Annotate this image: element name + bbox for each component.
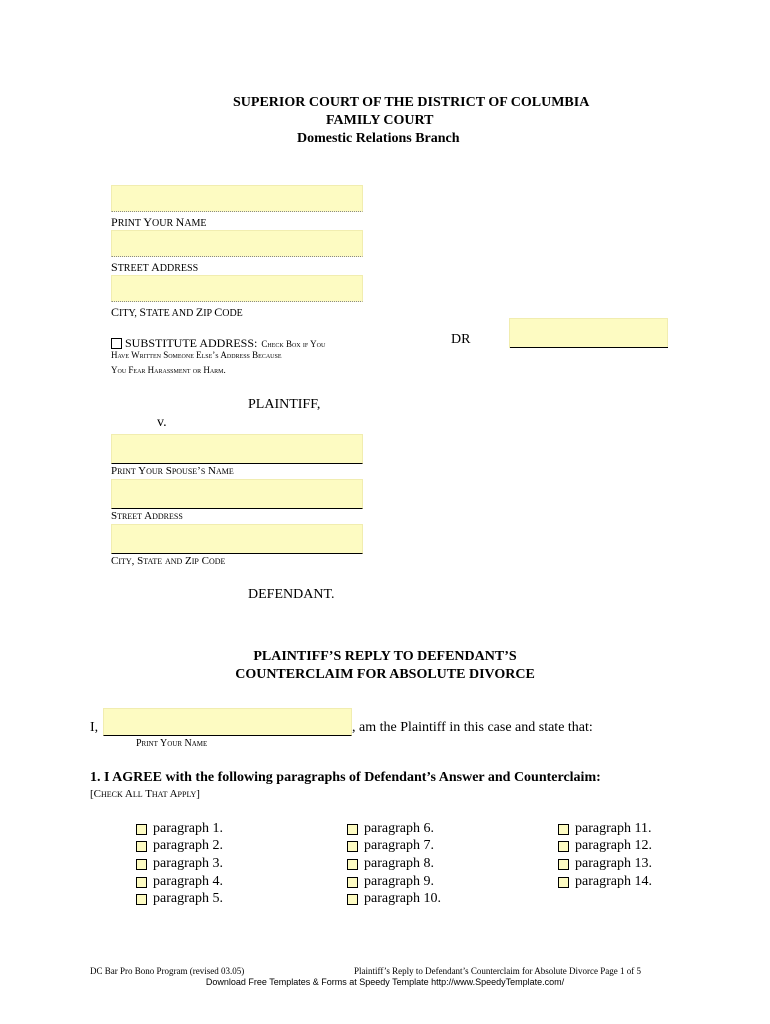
paragraph-2-label: paragraph 2.: [153, 838, 223, 853]
paragraph-6-label: paragraph 6.: [364, 821, 434, 836]
substitute-note-1: Check Box if You: [261, 338, 326, 349]
paragraph-5-row[interactable]: [136, 890, 223, 908]
paragraph-13-checkbox[interactable]: [558, 859, 569, 870]
paragraph-12-checkbox[interactable]: [558, 841, 569, 852]
paragraph-14-label: paragraph 14.: [575, 874, 652, 889]
paragraph-1-label: paragraph 1.: [153, 821, 223, 836]
paragraph-1-row[interactable]: [136, 820, 223, 838]
plaintiff-label: PLAINTIFF,: [248, 397, 321, 412]
document-title-line1: PLAINTIFF’S REPLY TO DEFENDANT’S: [253, 649, 517, 664]
paragraph-3-checkbox[interactable]: [136, 859, 147, 870]
substitute-address-label: SUBSTITUTE ADDRESS:: [125, 336, 258, 350]
paragraph-10-checkbox[interactable]: [347, 894, 358, 905]
paragraph-5-label: paragraph 5.: [153, 891, 223, 906]
paragraph-4-row[interactable]: [136, 873, 223, 891]
paragraph-6-checkbox[interactable]: [347, 824, 358, 835]
plaintiff-city-field[interactable]: [111, 275, 363, 302]
case-number-underline: [510, 347, 668, 348]
statement-suffix: , am the Plaintiff in this case and state that:: [352, 720, 593, 735]
paragraph-4-label: paragraph 4.: [153, 874, 223, 889]
paragraph-1-checkbox[interactable]: [136, 824, 147, 835]
paragraph-7-checkbox[interactable]: [347, 841, 358, 852]
plaintiff-name-field[interactable]: [111, 185, 363, 212]
paragraph-2-checkbox[interactable]: [136, 841, 147, 852]
paragraph-6-row[interactable]: [347, 820, 434, 838]
paragraph-9-row[interactable]: [347, 873, 434, 891]
statement-prefix: I,: [90, 720, 99, 735]
plaintiff-city-label: CITY, STATE AND ZIP CODE: [111, 305, 243, 319]
paragraph-7-label: paragraph 7.: [364, 838, 434, 853]
spouse-name-label: Print Your Spouse’s Name: [111, 465, 234, 477]
document-title-line2: COUNTERCLAIM FOR ABSOLUTE DIVORCE: [235, 667, 535, 682]
paragraph-11-checkbox[interactable]: [558, 824, 569, 835]
statement-name-label: Print Your Name: [136, 738, 208, 749]
section1-instruction: [Check All That Apply]: [90, 788, 200, 800]
paragraph-12-row[interactable]: [558, 837, 652, 855]
case-number-field[interactable]: [509, 318, 668, 348]
spouse-name-field[interactable]: [111, 434, 363, 464]
paragraph-11-row[interactable]: [558, 820, 651, 838]
plaintiff-street-label: STREET ADDRESS: [111, 260, 199, 274]
paragraph-10-row[interactable]: [347, 890, 441, 908]
footer-left: DC Bar Pro Bono Program (revised 03.05): [90, 966, 245, 976]
spouse-city-field[interactable]: [111, 524, 363, 554]
paragraph-9-checkbox[interactable]: [347, 877, 358, 888]
court-name: SUPERIOR COURT OF THE DISTRICT OF COLUMBIA: [233, 95, 590, 110]
paragraph-13-label: paragraph 13.: [575, 856, 652, 871]
plaintiff-name-label: PRINT YOUR NAME: [111, 215, 207, 229]
paragraph-14-checkbox[interactable]: [558, 877, 569, 888]
paragraph-3-row[interactable]: [136, 855, 223, 873]
substitute-note-2: Have Written Someone Else’s Address Because: [111, 350, 282, 360]
paragraph-2-row[interactable]: [136, 837, 223, 855]
spouse-city-label: City, State and Zip Code: [111, 555, 226, 567]
court-branch: Domestic Relations Branch: [297, 131, 460, 146]
paragraph-7-row[interactable]: [347, 837, 434, 855]
substitute-note-3: You Fear Harassment or Harm.: [111, 365, 226, 375]
versus-label: v.: [157, 415, 167, 430]
paragraph-4-checkbox[interactable]: [136, 877, 147, 888]
spouse-street-label: Street Address: [111, 510, 183, 522]
paragraph-8-checkbox[interactable]: [347, 859, 358, 870]
paragraph-3-label: paragraph 3.: [153, 856, 223, 871]
paragraph-11-label: paragraph 11.: [575, 821, 652, 836]
court-division: FAMILY COURT: [326, 113, 434, 128]
footer-right: Plaintiff’s Reply to Defendant’s Counterclaim for Absolute Divorce Page 1 of 5: [354, 966, 642, 976]
substitute-address-checkbox[interactable]: [111, 338, 122, 349]
plaintiff-street-field[interactable]: [111, 230, 363, 257]
footer-download-link[interactable]: Download Free Templates & Forms at Speedy Template http://www.SpeedyTemplate.com/: [205, 977, 565, 987]
spouse-street-field[interactable]: [111, 479, 363, 509]
paragraph-10-label: paragraph 10.: [364, 891, 441, 906]
paragraph-8-label: paragraph 8.: [364, 856, 434, 871]
paragraph-12-label: paragraph 12.: [575, 838, 652, 853]
paragraph-13-row[interactable]: [558, 855, 652, 873]
section1-heading: 1. I AGREE with the following paragraphs of Defendant’s Answer and Counterclaim:: [90, 770, 601, 785]
statement-name-field[interactable]: [103, 708, 352, 736]
paragraph-9-label: paragraph 9.: [364, 874, 434, 889]
defendant-label: DEFENDANT.: [248, 587, 335, 602]
case-number-label: DR: [451, 332, 471, 347]
substitute-address-row: [111, 336, 325, 351]
paragraph-14-row[interactable]: [558, 873, 652, 891]
paragraph-8-row[interactable]: [347, 855, 434, 873]
paragraph-5-checkbox[interactable]: [136, 894, 147, 905]
